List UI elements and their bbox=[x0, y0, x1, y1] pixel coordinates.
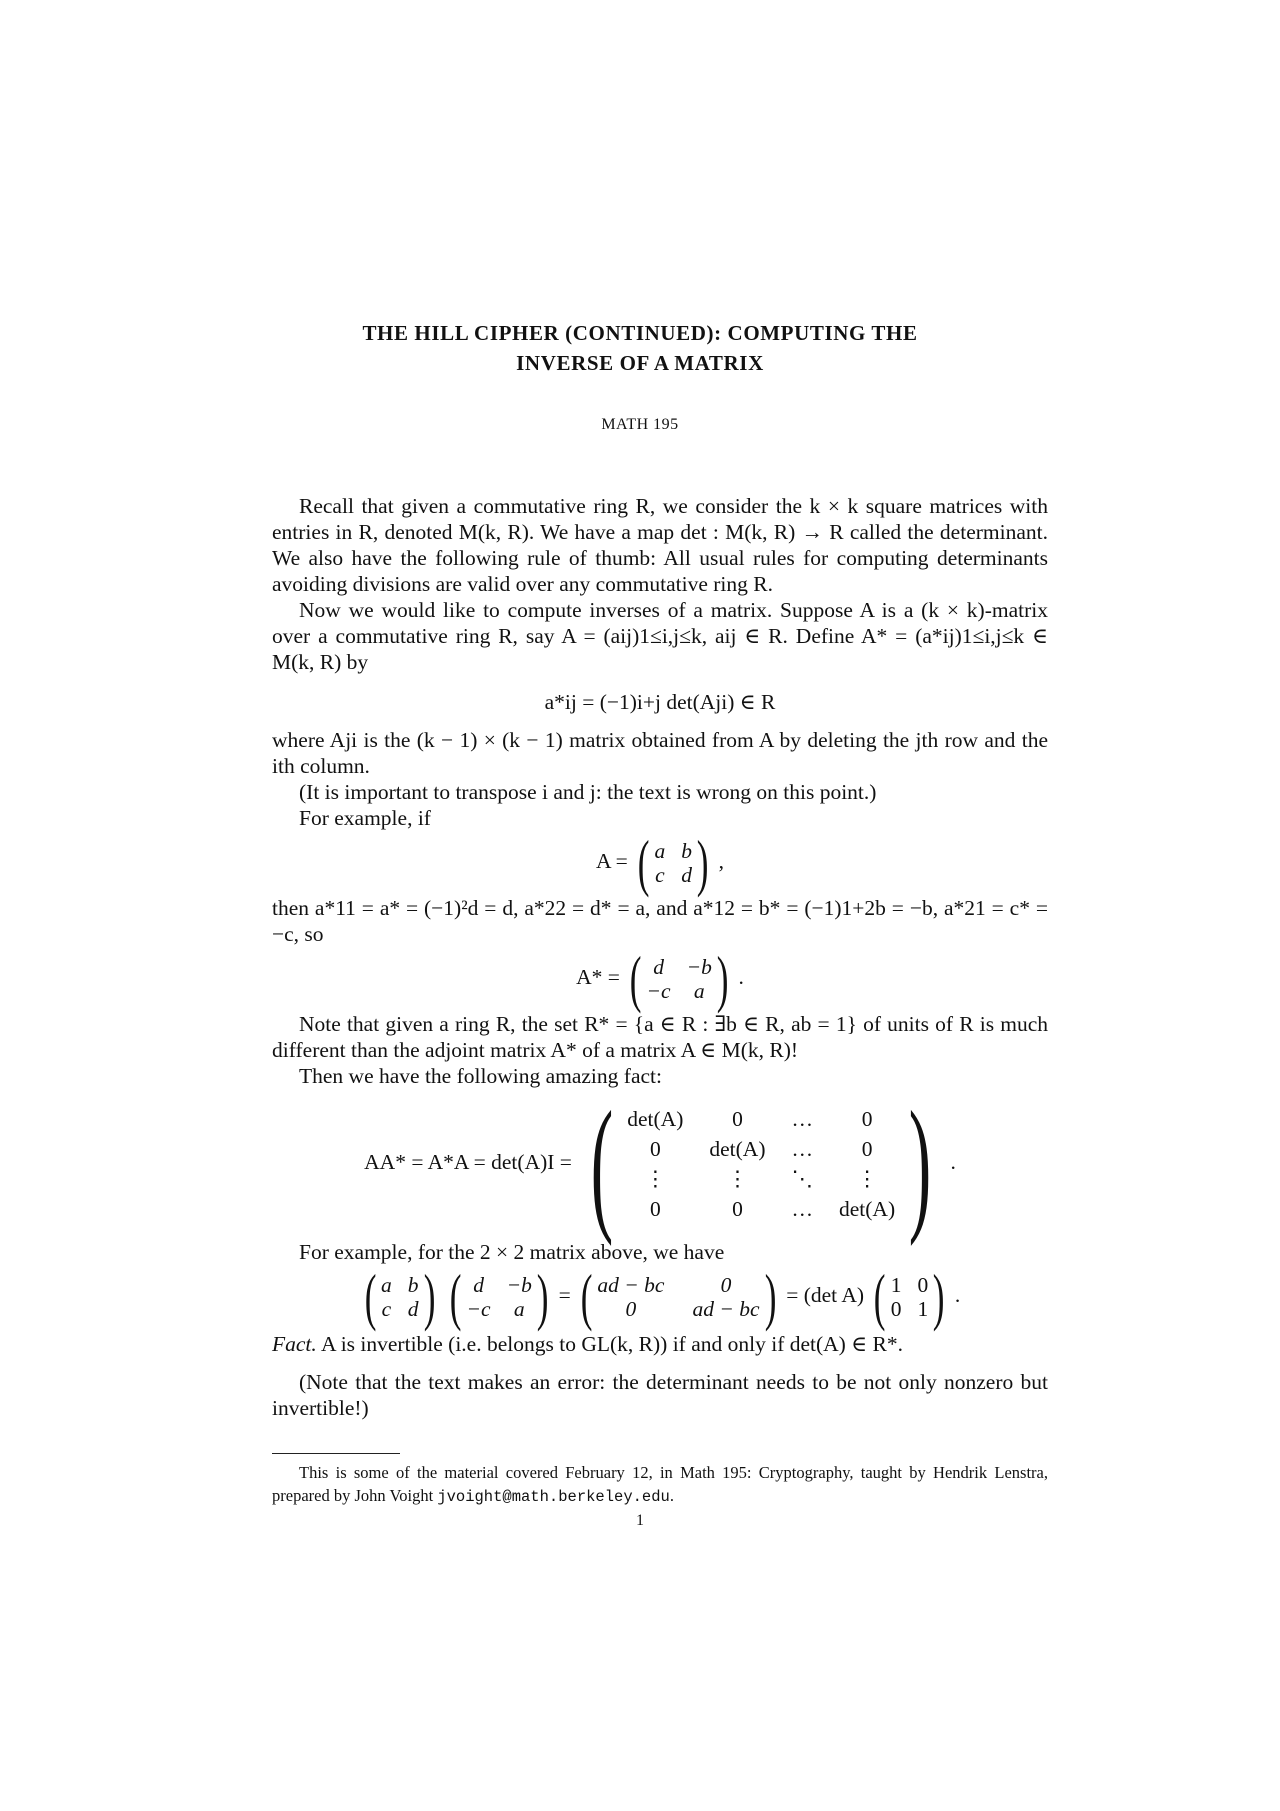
equation-big-lhs: AA* = A*A = det(A)I = bbox=[364, 1149, 572, 1174]
course-label: MATH 195 bbox=[601, 416, 679, 433]
matrix-example-2-entries bbox=[467, 1273, 532, 1321]
matrix-A-entries bbox=[654, 839, 692, 887]
matrix-entry: ⋱ bbox=[791, 1167, 813, 1191]
matrix-entry: 0 bbox=[732, 1107, 743, 1131]
paragraph-8: Then we have the following amazing fact: bbox=[299, 1064, 662, 1088]
body-column bbox=[272, 493, 1048, 1421]
paper-title bbox=[200, 318, 1080, 378]
right-paren-icon: ) bbox=[764, 1261, 777, 1332]
matrix-entry: … bbox=[791, 1107, 813, 1131]
matrix-entry: … bbox=[791, 1137, 813, 1161]
equation-matrix-Astar-tail: . bbox=[738, 964, 744, 989]
paragraph-6: then a*11 = a* = (−1)²d = d, a*22 = d* = a, and a*12 = b* = (−1)1+2b = −b, a*21 = c* = −c, so bbox=[272, 896, 1048, 946]
paragraph-1: Recall that given a commutative ring R, we consider the k × k square matrices with entries in R, denoted M(k, R). We have a map det : M(k, R) → R called the determinant. We also have the following rule of thumb: All usual rules for computing determinants avoiding divisions are valid over any commutative ring R. bbox=[272, 494, 1048, 596]
note-paragraph: (Note that the text makes an error: the determinant needs to be not only nonzero but invertible!) bbox=[272, 1370, 1048, 1420]
matrix-entry: c bbox=[381, 1297, 392, 1321]
matrix-entry: det(A) bbox=[627, 1107, 684, 1131]
equals-det-A: = (det A) bbox=[786, 1282, 865, 1307]
matrix-identity-entries bbox=[891, 1273, 929, 1321]
equation-example-tail: . bbox=[954, 1282, 961, 1307]
matrix-entry: −b bbox=[506, 1273, 532, 1297]
right-paren-icon: ) bbox=[716, 943, 729, 1014]
matrix-entry: 0 bbox=[861, 1107, 873, 1131]
matrix-entry: ⋮ bbox=[644, 1167, 667, 1191]
matrix-Astar bbox=[625, 943, 733, 1014]
equation-matrix-Astar-lhs: A* = bbox=[576, 964, 620, 989]
fact-statement bbox=[272, 1331, 1048, 1357]
matrix-entry: ad − bc bbox=[692, 1297, 760, 1321]
footnote bbox=[272, 1461, 1048, 1509]
footnote-end: . bbox=[669, 1486, 674, 1505]
matrix-entry: 0 bbox=[649, 1137, 661, 1161]
matrix-entry: −c bbox=[466, 1297, 491, 1321]
footnote-text: This is some of the material covered February 12, in Math 195: Cryptography, taught by Hendrik Lenstra, prepared by John Voight bbox=[272, 1463, 1048, 1505]
matrix-entry: b bbox=[681, 839, 692, 863]
matrix-entry: d bbox=[653, 955, 664, 979]
matrix-entry: a bbox=[513, 1297, 525, 1321]
paragraph-7: Note that given a ring R, the set R* = {a ∈ R : ∃b ∈ R, ab = 1} of units of R is much different than the adjoint matrix A* of a matrix A ∈ M(k, R)! bbox=[272, 1012, 1048, 1062]
matrix-entry: c bbox=[655, 863, 665, 887]
equals-sign: = bbox=[558, 1282, 571, 1307]
fact-text: A is invertible (i.e. belongs to GL(k, R)) if and only if det(A) ∈ R*. bbox=[320, 1332, 903, 1356]
matrix-example-1 bbox=[360, 1261, 440, 1332]
equation-big-tail: . bbox=[950, 1149, 956, 1174]
title-line-2: INVERSE OF A MATRIX bbox=[516, 351, 764, 375]
matrix-entry: 0 bbox=[625, 1297, 637, 1321]
matrix-entry: b bbox=[407, 1273, 419, 1297]
matrix-entry: 1 bbox=[917, 1297, 929, 1321]
matrix-Astar-entries bbox=[647, 955, 712, 1003]
right-paren-icon: ) bbox=[932, 1261, 945, 1332]
fact-label: Fact. bbox=[272, 1332, 317, 1356]
matrix-entry: a bbox=[693, 979, 705, 1003]
left-paren-icon: ( bbox=[630, 943, 642, 1014]
page-number: 1 bbox=[636, 1512, 644, 1529]
matrix-det-identity bbox=[577, 1081, 945, 1247]
matrix-entry: det(A) bbox=[839, 1197, 896, 1221]
matrix-entry: 0 bbox=[890, 1297, 902, 1321]
right-paren-icon: ) bbox=[696, 827, 709, 898]
left-paren-icon: ( bbox=[580, 1261, 593, 1332]
matrix-entry: 0 bbox=[649, 1197, 661, 1221]
matrix-entry: 0 bbox=[732, 1197, 743, 1221]
matrix-entry: a bbox=[381, 1273, 392, 1297]
paragraph-9: For example, for the 2 × 2 matrix above, we have bbox=[299, 1240, 725, 1264]
title-line-1: THE HILL CIPHER (CONTINUED): COMPUTING THE bbox=[362, 321, 918, 345]
matrix-entry: 0 bbox=[720, 1273, 732, 1297]
matrix-entry: −c bbox=[646, 979, 671, 1003]
matrix-entry: … bbox=[791, 1197, 813, 1221]
equation-matrix-A bbox=[272, 827, 1048, 898]
matrix-det-identity-entries bbox=[627, 1104, 895, 1224]
paragraph-5: For example, if bbox=[299, 806, 431, 830]
matrix-entry: 1 bbox=[890, 1273, 902, 1297]
footnote-rule bbox=[272, 1453, 400, 1454]
equation-matrix-A-lhs: A = bbox=[595, 848, 628, 873]
left-paren-icon: ( bbox=[874, 1261, 886, 1332]
matrix-entry: 0 bbox=[861, 1137, 873, 1161]
right-paren-icon: ) bbox=[423, 1261, 436, 1332]
matrix-identity bbox=[869, 1261, 949, 1332]
paragraph-2: Now we would like to compute inverses of a matrix. Suppose A is a (k × k)-matrix over a commutative ring R, say A = (aij)1≤i,j≤k, aij ∈ R. Define A* = (a*ij)1≤i,j≤k ∈ M(k, R) by bbox=[272, 598, 1048, 674]
matrix-example-2 bbox=[445, 1261, 553, 1332]
matrix-entry: d bbox=[407, 1297, 419, 1321]
equation-adjugate: a*ij = (−1)i+j det(Aji) ∈ R bbox=[544, 690, 776, 714]
matrix-entry: ⋮ bbox=[726, 1167, 749, 1191]
paragraph-4: (It is important to transpose i and j: the text is wrong on this point.) bbox=[299, 780, 877, 804]
equation-example-product bbox=[272, 1261, 1048, 1332]
matrix-example-3 bbox=[576, 1261, 781, 1332]
paragraph-3: where Aji is the (k − 1) × (k − 1) matrix obtained from A by deleting the jth row and the ith column. bbox=[272, 728, 1048, 778]
right-paren-icon: ) bbox=[908, 1081, 932, 1247]
matrix-entry: ⋮ bbox=[856, 1167, 878, 1191]
matrix-entry: −b bbox=[686, 955, 712, 979]
matrix-entry: ad − bc bbox=[597, 1273, 665, 1297]
equation-big-matrix bbox=[272, 1081, 1048, 1247]
matrix-entry: a bbox=[654, 839, 666, 863]
matrix-entry: d bbox=[681, 863, 692, 887]
equation-matrix-A-tail: , bbox=[718, 848, 725, 873]
footnote-email-link[interactable]: jvoight@math.berkeley.edu bbox=[437, 1488, 670, 1506]
left-paren-icon: ( bbox=[364, 1261, 377, 1332]
matrix-example-3-entries bbox=[597, 1273, 759, 1321]
left-paren-icon: ( bbox=[591, 1081, 614, 1247]
matrix-example-1-entries bbox=[381, 1273, 419, 1321]
equation-matrix-Astar bbox=[272, 943, 1048, 1014]
right-paren-icon: ) bbox=[536, 1261, 549, 1332]
matrix-entry: det(A) bbox=[709, 1137, 766, 1161]
matrix-A bbox=[633, 827, 713, 898]
matrix-entry: 0 bbox=[917, 1273, 929, 1297]
left-paren-icon: ( bbox=[450, 1261, 462, 1332]
matrix-entry: d bbox=[473, 1273, 484, 1297]
left-paren-icon: ( bbox=[637, 827, 650, 898]
